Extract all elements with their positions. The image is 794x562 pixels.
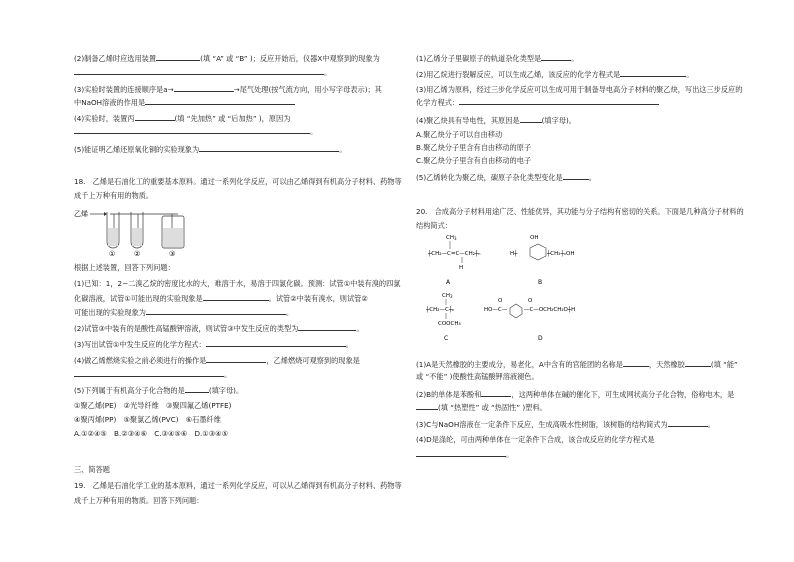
answer-blank[interactable] (563, 171, 589, 180)
text: (2)B的单体是苯酚和 (416, 390, 482, 399)
text: 。 (356, 324, 364, 333)
answer-blank[interactable] (146, 306, 286, 315)
text: (5)下列属于有机高分子化合物的是 (74, 386, 185, 395)
text: (2)用乙烷进行裂解反应，可以生成乙烯，该反应的化学方程式是 (416, 70, 621, 79)
structure-a-label: A (446, 279, 451, 286)
text: 。试管②中装有溴水，则试管② (268, 294, 368, 303)
text: 。 (310, 127, 318, 136)
text: 。 (571, 54, 579, 63)
q17-part5 (74, 143, 346, 155)
q18-part4b (74, 368, 231, 380)
text: (5)能证明乙烯还原氧化铜的实验现象为 (74, 145, 200, 154)
answer-blank[interactable] (685, 358, 711, 367)
structure-d (484, 298, 575, 342)
q20-part1b: 或 “不能” )使酸性高锰酸钾溶液褪色。 (416, 372, 539, 381)
text: (4)实验时，装置丙 (74, 114, 135, 123)
q19-option-c: C.聚乙炔分子里含有自由移动的电子 (416, 156, 532, 165)
q18-instructions: 根据上述装置，回答下列问题： (74, 263, 175, 272)
apparatus-label: 乙烯 (74, 210, 88, 218)
text: 。 (324, 68, 332, 77)
q20-part3 (416, 418, 715, 430)
q20-stem-2: 结构简式： (416, 221, 452, 230)
answer-blank[interactable] (145, 96, 295, 105)
structure-d-label: D (538, 335, 543, 342)
text: (4)做乙烯燃烧实验之前必须进行的操作是 (74, 356, 207, 365)
text: (1)乙烯分子里碳原子的轨道杂化类型是 (416, 54, 542, 63)
text: (3)写出试管①中发生反应的化学方程式： (74, 340, 206, 349)
text: 。 (707, 420, 715, 429)
svg-text:CH3: CH3 (442, 293, 453, 299)
q20-part1 (416, 358, 738, 370)
text: (填 “热塑性” 或 “热固性” )塑料。 (438, 403, 547, 412)
q18-part1: (1)已知：1，2−二溴乙烷的密度比水的大，难溶于水，易溶于四氯化碳。预测：试管①中装有溴的四氯 (74, 279, 401, 288)
structure-c-label: C (444, 335, 449, 342)
answer-blank[interactable] (206, 338, 346, 347)
q19-part5 (416, 171, 596, 183)
svg-text:HO—C—: HO—C— (484, 307, 508, 313)
q20-part2b (416, 401, 547, 413)
answer-blank[interactable] (174, 83, 234, 92)
q17-part2-blank (74, 66, 331, 78)
text: 。 (686, 70, 694, 79)
text: 。 (506, 450, 514, 459)
answer-blank[interactable] (459, 96, 659, 105)
svg-text:COOCH₃: COOCH₃ (438, 321, 461, 327)
text: (5)乙烯转化为聚乙炔，碳原子杂化类型变化是 (416, 173, 563, 182)
q20-stem: 20. 合成高分子材料用途广泛、性能优异，其功能与分子结构有密切的关系。下面是几种高分子材料的 (416, 207, 744, 216)
q18-stem: 18. 乙烯是石油化工的重要基本原料。通过一系列化学反应，可以由乙烯得到有机高分子材料、药物等 (74, 177, 402, 186)
polymer-structures-c-d (424, 288, 624, 348)
answer-blank[interactable] (156, 52, 200, 61)
answer-blank[interactable] (203, 292, 269, 301)
q18-part4 (74, 354, 360, 366)
q18-part1b (74, 292, 368, 304)
q19-part2 (416, 68, 693, 80)
answer-blank[interactable] (416, 448, 506, 457)
q19-part3b (416, 96, 659, 108)
answer-blank[interactable] (541, 52, 571, 61)
q18-options-2: ④聚丙烯(PP) ⑤聚氯乙烯(PVC) ⑥石墨纤维 (74, 415, 221, 424)
q20-part4: (4)D是涤纶，可由两种单体在一定条件下合成，该合成反应的化学方程式是 (416, 435, 655, 444)
svg-text:O: O (528, 298, 533, 304)
q17-part4 (74, 112, 290, 124)
text: (2)制备乙烯时应选用装置 (74, 54, 157, 63)
text: 化学方程式： (416, 98, 460, 107)
answer-blank[interactable] (185, 384, 209, 393)
text: (填字母)。 (208, 386, 244, 395)
svg-text:H┼: H┼ (510, 251, 518, 257)
answer-blank[interactable] (668, 418, 708, 427)
text: (填字母)。 (541, 116, 576, 125)
q19-part3: (3)用乙烯为原料，经过三步化学反应可以生成可用于制备导电高分子材料的聚乙炔，写出这三步反应的 (416, 85, 743, 94)
text: 。 (285, 308, 294, 317)
gas-washing-apparatus-diagram (74, 200, 194, 258)
q18-part5 (74, 384, 243, 396)
q19-part4 (416, 114, 576, 126)
answer-blank[interactable] (620, 68, 686, 77)
text: (3)实验时装置的连接顺序是a→ (74, 85, 174, 94)
q20-part4b (416, 448, 513, 460)
section-heading: 三、简答题 (74, 465, 110, 474)
polymer-structures-a-b (426, 230, 576, 288)
q19-stem-2: 成千上万种有用的物质。回答下列问题： (74, 496, 204, 505)
answer-blank[interactable] (206, 354, 266, 363)
q17-part3 (74, 83, 382, 95)
svg-text:O: O (498, 298, 503, 304)
q18-part3 (74, 338, 353, 350)
q19-part1 (416, 52, 578, 64)
answer-blank[interactable] (74, 368, 224, 377)
answer-blank[interactable] (199, 143, 339, 152)
tube-1 (107, 212, 119, 248)
text: 化碳溶液，试管①可能出现的实验现象是 (74, 294, 203, 303)
structure-c (425, 293, 461, 342)
text: ，天然橡胶 (648, 360, 685, 369)
answer-blank[interactable] (416, 401, 438, 410)
text: ，乙烯燃烧可观察到的现象是 (266, 356, 360, 365)
structure-a (427, 235, 480, 286)
text: 可能出现的实验现象为 (74, 308, 146, 317)
tube-2 (131, 212, 143, 248)
tube-1-label: ① (109, 250, 116, 258)
text: (填 “A” 或 “B” )；反应开始后，仪器X中观察到的现象为 (200, 54, 380, 63)
svg-text:H: H (459, 265, 464, 271)
text: (4)聚乙炔具有导电性，其原因是 (416, 116, 520, 125)
answer-blank[interactable] (135, 112, 175, 121)
text: →尾气处理(按气流方向，用小写字母表示)；其 (233, 85, 382, 94)
structure-b-label: B (538, 279, 543, 286)
svg-text:OH: OH (530, 235, 539, 241)
text: ，这两种单体在碱的催化下，可生成网状高分子化合物，俗称电木，是 (511, 390, 735, 399)
q18-choices: A.①②④⑤ B.②③④⑥ C.③④⑤⑥ D.①③④⑤ (74, 429, 229, 438)
q18-options-1: ①聚乙烯(PE) ②光导纤维 ③聚四氟乙烯(PTFE) (74, 401, 232, 410)
text: (3)C与NaOH溶液在一定条件下反应，生成高吸水性树脂，该树脂的结构简式为 (416, 420, 668, 429)
svg-text:┼CH₂—C┼ₙ: ┼CH₂—C┼ₙ (426, 307, 455, 313)
q18-stem-2: 成千上万种有用的物质。 (74, 191, 154, 200)
text: 中NaOH溶液的作用是 (74, 98, 146, 107)
answer-blank[interactable] (623, 358, 649, 367)
text: (填 “先加热” 或 “后加热” )，原因为 (174, 114, 291, 123)
answer-blank[interactable] (74, 66, 324, 75)
svg-text:┼CH₂—C=C—CH₂┼ₙ: ┼CH₂—C=C—CH₂┼ₙ (428, 251, 481, 257)
tube-3-label: ③ (169, 250, 176, 258)
text: 。 (345, 340, 353, 349)
text: (填 “能” (710, 360, 738, 369)
tube-2-label: ② (134, 250, 141, 258)
q18-part2 (74, 322, 364, 334)
svg-text:CH3: CH3 (446, 235, 457, 241)
text: (2)试管③中装有的是酸性高锰酸钾溶液，则试管③中发生反应的类型为 (74, 324, 299, 333)
q19-option-a: A.聚乙炔分子可以自由移动 (416, 130, 503, 139)
answer-blank[interactable] (520, 114, 542, 123)
svg-text:┼CH₂┼ₙOH: ┼CH₂┼ₙOH (547, 251, 575, 257)
q19-stem: 19. 乙烯是石油化学工业的基本原料，通过一系列化学反应，可以从乙烯得到有机高分子材料、药物等 (74, 481, 402, 490)
q17-part2 (74, 52, 380, 64)
answer-blank[interactable] (298, 322, 356, 331)
answer-blank[interactable] (74, 125, 310, 134)
q19-option-b: B.聚乙炔分子里含有自由移动的原子 (416, 143, 532, 152)
text: 。 (339, 145, 347, 154)
svg-text:—C—OCH₂CH₂O┼H: —C—OCH₂CH₂O┼H (524, 307, 576, 313)
q20-part2 (416, 388, 734, 400)
text: (1)A是天然橡胶的主要成分，易老化，A中含有的官能团的名称是 (416, 360, 623, 369)
q18-part1c (74, 306, 293, 318)
q17-part3b (74, 96, 295, 108)
structure-b (510, 235, 574, 286)
answer-blank[interactable] (481, 388, 511, 397)
q17-part4-blank (74, 125, 317, 137)
text: 。 (588, 173, 596, 182)
bottle-3 (162, 214, 184, 248)
text: 。 (224, 370, 232, 379)
